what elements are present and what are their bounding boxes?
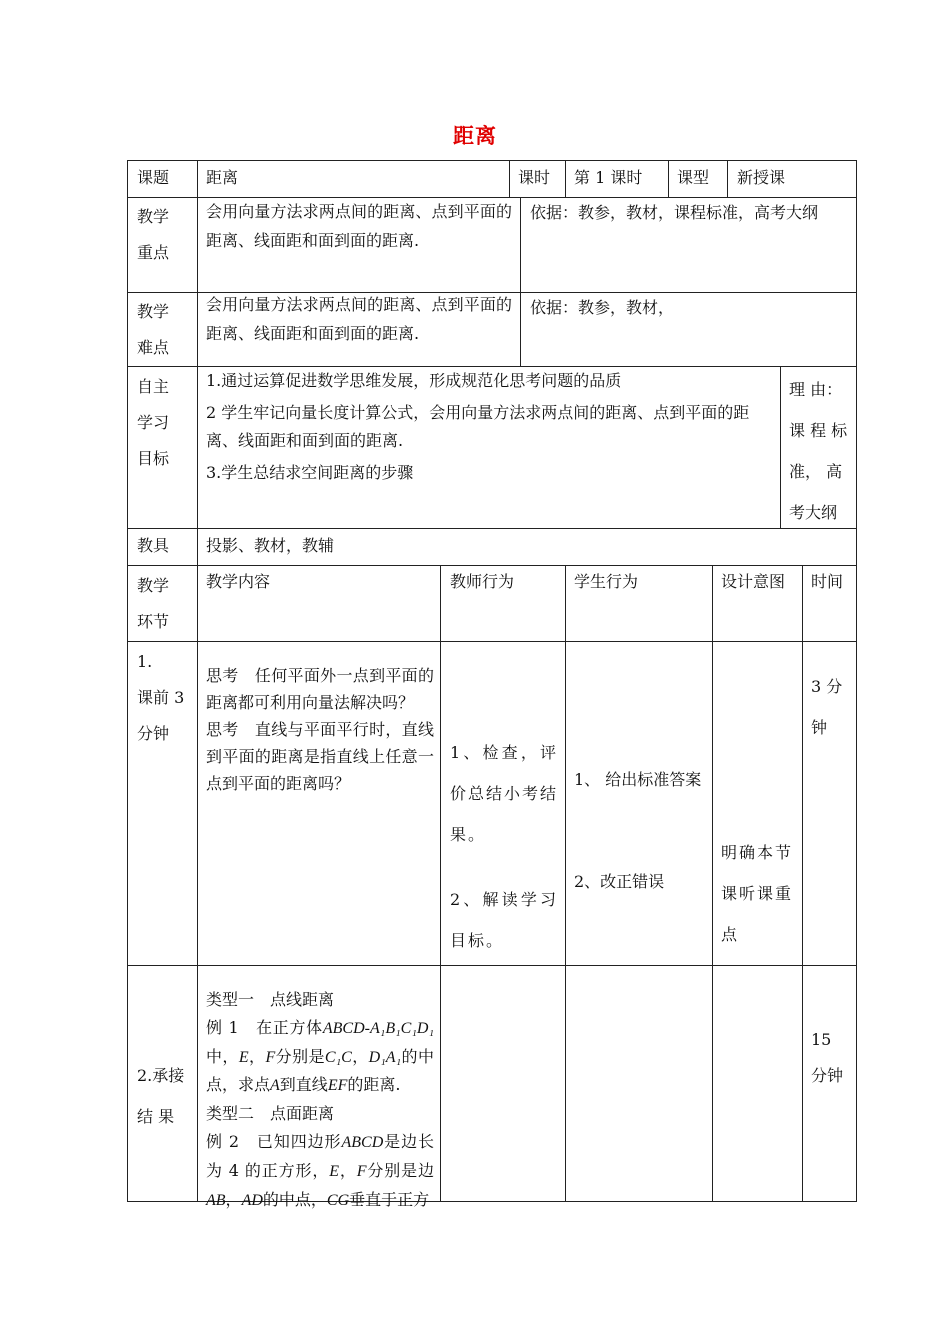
stage-cell: 1. 课前 3 分钟 xyxy=(137,652,185,743)
student-cell: 1、 给出标准答案 2、改正错误 xyxy=(574,770,702,891)
time-cell: 3 分 钟 xyxy=(811,677,843,737)
tools-value: 投影、教材，教辅 xyxy=(206,536,335,555)
key-points-basis: 依据：教参，教材，课程标准，高考大纲 xyxy=(530,203,819,222)
difficulties-label: 教学 难点 xyxy=(137,302,170,357)
period-value: 第 1 课时 xyxy=(574,168,643,187)
tools-label: 教具 xyxy=(137,536,170,555)
teacher-cell: 1、检查，评价总结小考结果。 2、解读学习目标。 xyxy=(450,743,559,950)
goal-item: 1.通过运算促进数学思维发展，形成规范化思考问题的品质 xyxy=(206,371,622,390)
stage-cell: 2.承接 结 果 xyxy=(137,1066,185,1126)
key-points-content: 会用向量方法求两点间的距离、点到平面的距离、线面距和面到面的距离. xyxy=(206,202,512,250)
column-header-stage: 教学 环节 xyxy=(137,576,170,631)
example-text: 例 2 已知四边形ABCD是边长为 4 的正方形，E，F分别是边AB，AD的中点，CG垂直于正方 xyxy=(206,1131,434,1209)
goals-label: 自主 学习 目标 xyxy=(137,377,170,468)
column-header-content: 教学内容 xyxy=(206,572,271,591)
goals-list xyxy=(206,367,774,487)
time-cell: 15 分钟 xyxy=(811,1030,844,1085)
column-header-teacher: 教师行为 xyxy=(450,572,515,591)
example-text: 例 1 在正方体ABCD-A₁B₁C₁D₁中，E，F分别是C₁C，D₁A₁的中点，求点A到直线EF的距离. xyxy=(206,1017,434,1095)
page-title: 距离 xyxy=(453,123,497,148)
column-header-student: 学生行为 xyxy=(574,572,639,591)
column-header-time: 时间 xyxy=(811,572,844,591)
lesson-type-value: 新授课 xyxy=(737,168,786,187)
type-heading: 类型一 点线距离 xyxy=(206,990,335,1009)
column-header-intent: 设计意图 xyxy=(721,572,786,591)
difficulties-basis: 依据：教参，教材， xyxy=(530,298,675,317)
goal-item: 3.学生总结求空间距离的步骤 xyxy=(206,463,414,482)
difficulties-content: 会用向量方法求两点间的距离、点到平面的距离、线面距和面到面的距离. xyxy=(206,295,512,343)
goal-item: 2 学生牢记向量长度计算公式，会用向量方法求两点间的距离、点到平面的距离、线面距和面到面的距离. xyxy=(206,403,750,450)
goals-reason: 理 由： 课 程 标 准， 高 考大纲 xyxy=(789,380,848,522)
period-label: 课时 xyxy=(518,168,551,187)
topic-value: 距离 xyxy=(206,168,239,187)
content-cell xyxy=(206,986,434,1214)
content-cell: 思考 任何平面外一点到平面的距离都可利用向量法解决吗？ 思考 直线与平面平行时，直线到平面的距离是指直线上任意一点到平面的距离吗？ xyxy=(206,666,434,793)
topic-label: 课题 xyxy=(137,168,170,187)
type-heading: 类型二 点面距离 xyxy=(206,1104,335,1124)
intent-cell: 明确本节课听课重点 xyxy=(721,843,794,944)
lesson-type-label: 课型 xyxy=(677,168,710,187)
key-points-label: 教学 重点 xyxy=(137,207,170,262)
